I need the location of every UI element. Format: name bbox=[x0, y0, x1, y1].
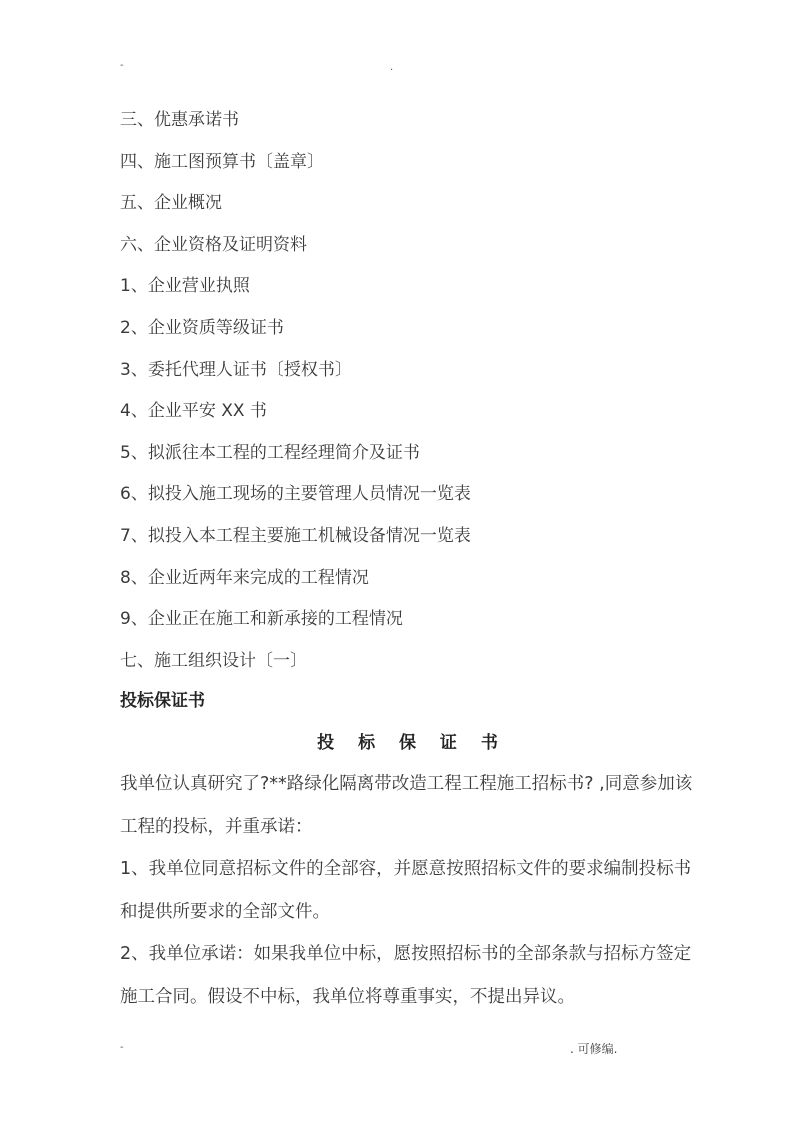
toc-item: 5、拟派往本工程的工程经理简介及证书 bbox=[120, 442, 420, 463]
toc-item: 9、企业正在施工和新承接的工程情况 bbox=[120, 609, 403, 630]
paragraph-line: 1、我单位同意招标文件的全部容，并愿意按照招标文件的要求编制投标书 bbox=[120, 859, 692, 879]
document-title: 投 标 保 证 书 bbox=[317, 733, 507, 753]
footer-note: . 可修编. bbox=[570, 1042, 618, 1056]
toc-item: 3、委托代理人证书〔授权书〕 bbox=[120, 359, 352, 380]
toc-item: 五、企业概况 bbox=[120, 193, 222, 214]
toc-item: 2、企业资质等级证书 bbox=[120, 317, 284, 338]
paragraph-line: 工程的投标，并重承诺： bbox=[120, 816, 313, 837]
toc-item: 三、优惠承诺书 bbox=[120, 110, 239, 130]
paragraph-line: 2、我单位承诺：如果我单位中标，愿按照招标书的全部条款与招标方签定 bbox=[120, 944, 692, 964]
paragraph-line: 施工合同。假设不中标，我单位将尊重事实，不提出异议。 bbox=[120, 986, 575, 1007]
section-heading: 投标保证书 bbox=[120, 691, 205, 711]
toc-item: 四、施工图预算书〔盖章〕 bbox=[120, 151, 324, 172]
header-left-mark: - bbox=[120, 60, 124, 71]
toc-item: 8、企业近两年来完成的工程情况 bbox=[120, 567, 369, 588]
body-paragraphs bbox=[120, 763, 728, 1018]
toc-item: 六、企业资格及证明资料 bbox=[120, 234, 307, 255]
toc-item: 4、企业平安 XX 书 bbox=[120, 401, 267, 422]
footer-left-mark: - bbox=[120, 1042, 124, 1053]
toc-item: 1、企业营业执照 bbox=[120, 276, 250, 297]
paragraph-line: 和提供所要求的全部文件。 bbox=[120, 901, 330, 922]
toc-item: 7、拟投入本工程主要施工机械设备情况一览表 bbox=[120, 525, 471, 546]
table-of-contents bbox=[120, 100, 720, 682]
header-right-mark: . bbox=[390, 62, 394, 73]
toc-item: 七、施工组织设计〔一〕 bbox=[120, 650, 307, 671]
toc-item: 6、拟投入施工现场的主要管理人员情况一览表 bbox=[120, 484, 471, 505]
paragraph-line: 我单位认真研究了?**路绿化隔离带改造工程工程施工招标书? ,同意参加该 bbox=[120, 774, 693, 794]
